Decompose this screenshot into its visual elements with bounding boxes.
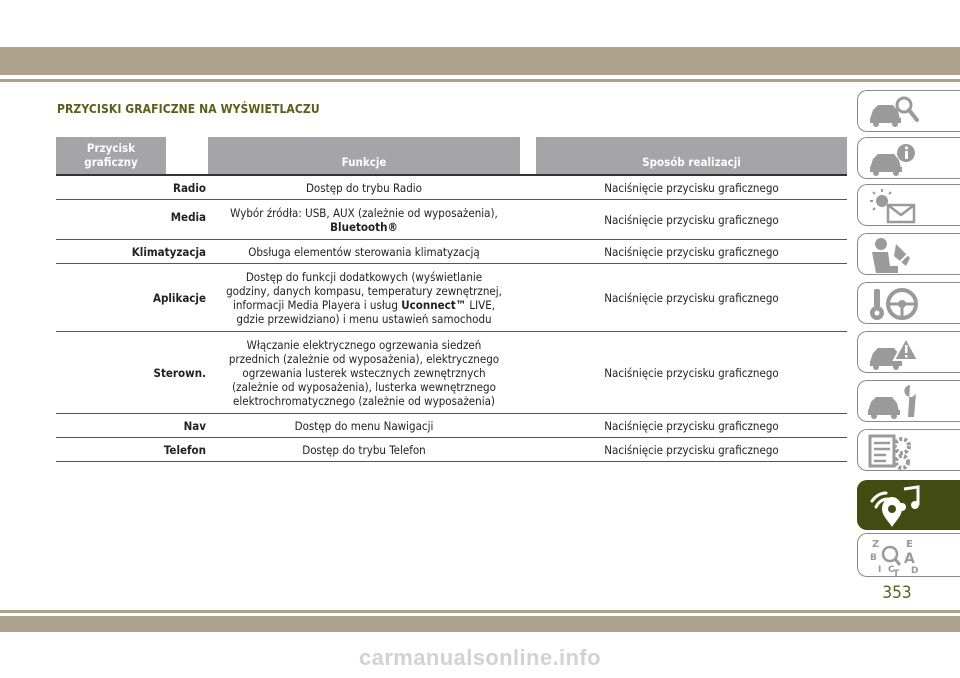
- table-header-row: [56, 137, 847, 176]
- buttons-table: [56, 137, 847, 462]
- row-name-klimatyzacja: Klimatyzacja: [56, 240, 208, 264]
- chapter-tab-specifications[interactable]: [857, 429, 960, 471]
- chapter-tab-car-wrench[interactable]: [857, 380, 960, 422]
- specifications-gear-icon: [866, 432, 926, 470]
- row-function: Dostęp do trybu Radio: [208, 176, 520, 200]
- table-row: [56, 176, 847, 200]
- row-function: Obsługa elementów sterowania klimatyzacją: [208, 240, 520, 264]
- svg-text:D: D: [911, 566, 919, 576]
- svg-text:E: E: [906, 539, 913, 550]
- table-row: [56, 264, 847, 332]
- chapter-tab-car-info[interactable]: [857, 137, 960, 179]
- row-function: Wybór źródła: USB, AUX (zależnie od wyposażenia), Bluetooth®: [208, 200, 520, 240]
- warning-lights-mail-icon: [866, 187, 926, 225]
- car-info-icon: [866, 140, 926, 178]
- car-search-icon: [866, 93, 926, 131]
- chapter-tab-car-crash[interactable]: [857, 331, 960, 373]
- row-action: Naciśnięcie przycisku graficznego: [536, 264, 847, 332]
- table-row: [56, 414, 847, 438]
- row-name-aplikacje: Aplikacje: [56, 264, 208, 332]
- chapter-tab-index[interactable]: [857, 533, 960, 577]
- svg-text:A: A: [904, 551, 915, 567]
- top-decor-band: [0, 47, 960, 75]
- header-gap: [166, 137, 208, 176]
- svg-text:I: I: [878, 565, 882, 575]
- row-function: Dostęp do funkcji dodatkowych (wyświetlanie godziny, danych kompasu, temperatury zewnętrznej, informacji Media Playera i usług Uconnect™ LIVE, gdzie przewidziano) i menu ustawień samochodu: [208, 264, 520, 332]
- header-action: Sposób realizacji: [536, 137, 847, 176]
- top-decor-line: [0, 79, 960, 82]
- page-number: 353: [882, 583, 912, 603]
- seat-airbag-icon: [866, 236, 926, 274]
- car-crash-warning-icon: [866, 334, 926, 372]
- header-function: Funkcje: [208, 137, 520, 176]
- svg-text:C: C: [888, 565, 895, 575]
- table-row: [56, 200, 847, 240]
- chapter-tab-car-search[interactable]: [857, 90, 960, 132]
- table-row: [56, 438, 847, 462]
- chapter-tab-multimedia[interactable]: [857, 480, 960, 530]
- index-alphabet-search-icon: [866, 536, 936, 578]
- row-function: Dostęp do menu Nawigacji: [208, 414, 520, 438]
- svg-text:B: B: [870, 553, 877, 563]
- table-row: [56, 240, 847, 264]
- svg-text:Z: Z: [872, 539, 880, 550]
- chapter-tab-key-steering[interactable]: [857, 282, 960, 324]
- bottom-decor-band: [0, 616, 960, 632]
- multimedia-music-icon: [866, 483, 926, 529]
- row-action: Naciśnięcie przycisku graficznego: [536, 332, 847, 414]
- row-name-sterown: Sterown.: [56, 332, 208, 414]
- bottom-decor-line: [0, 610, 960, 613]
- key-steering-wheel-icon: [866, 285, 926, 323]
- header-gap: [520, 137, 536, 176]
- header-button: Przycisk graficzny: [56, 137, 166, 176]
- row-action: Naciśnięcie przycisku graficznego: [536, 200, 847, 240]
- row-function: Włączanie elektrycznego ogrzewania siedzeń przednich (zależnie od wyposażenia), elektrycznego ogrzewania lusterek wstecznych zewnętrznych (zależnie od wyposażenia), lusterka wewnętrznego elektrochromatycznego (zależnie od wyposażenia): [208, 332, 520, 414]
- chapter-tab-warning-lights[interactable]: [857, 184, 960, 226]
- row-name-telefon: Telefon: [56, 438, 208, 462]
- section-title: PRZYCISKI GRAFICZNE NA WYŚWIETLACZU: [57, 102, 320, 116]
- chapter-tab-seat-airbag[interactable]: [857, 233, 960, 275]
- row-action: Naciśnięcie przycisku graficznego: [536, 176, 847, 200]
- row-action: Naciśnięcie przycisku graficznego: [536, 240, 847, 264]
- watermark: carmanualsonline.info: [359, 645, 601, 670]
- svg-text:T: T: [893, 569, 900, 578]
- car-wrench-icon: [866, 383, 926, 421]
- row-name-media: Media: [56, 200, 208, 240]
- table-row: [56, 332, 847, 414]
- row-action: Naciśnięcie przycisku graficznego: [536, 414, 847, 438]
- row-action: Naciśnięcie przycisku graficznego: [536, 438, 847, 462]
- row-name-radio: Radio: [56, 176, 208, 200]
- row-name-nav: Nav: [56, 414, 208, 438]
- row-function: Dostęp do trybu Telefon: [208, 438, 520, 462]
